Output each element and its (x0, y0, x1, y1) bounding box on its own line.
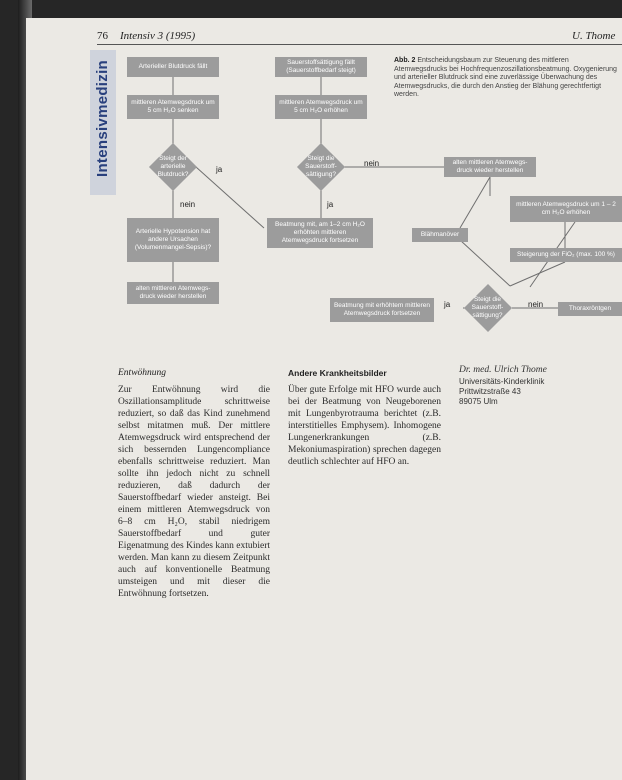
section-label: Intensivmedizin (94, 59, 111, 178)
flow-label-no: nein (364, 159, 380, 168)
flow-decision-saturation-rises-2 (463, 286, 512, 330)
caption-text: Entscheidungsbaum zur Steuerung des mittleren Atemwegsdrucks bei Hochfrequenzoszillationsbeatmung. Oxygenierung und arterieller Blutdruck sind eine zuverlässige Überwachung des Atemwegsdrucks, die durch den Anstieg der Blähung gerechtfertigt werden. (394, 57, 617, 98)
flow-box-continue-elevated: Beatmung mit erhöhtem mittleren Atemwegsdruck fortsetzen (330, 298, 434, 322)
body-text-other-diseases: Über gute Erfolge mit HFO wurde auch bei der Beatmung von Neugeborenen mit Lungenbyrotrauma berichtet (z.B. interstitielles Emphysem). Inhomogene Lungenerkrankungen (z.B. Mekoniumaspiration) sprechen dagegen deutlich schlechter auf HFO an. (288, 385, 441, 467)
flow-label-no: nein (180, 200, 196, 209)
section-heading-weaning: Entwöhnung (118, 368, 167, 378)
author-street: Prittwitzstraße 43 (459, 387, 521, 396)
author-institution: Universitäts-Kinderklinik (459, 377, 545, 386)
running-author: U. Thome (572, 30, 616, 42)
flow-box-inflation-maneuver: Blähmanöver (412, 228, 468, 242)
decision-label: Steigt die Sauerstoff-sättigung? (471, 296, 504, 319)
flow-box-lower-airway-pressure: mittleren Atemwegsdruck um 5 cm H₂O senken (127, 95, 219, 119)
flow-label-no: nein (528, 300, 544, 309)
author-name: Dr. med. Ulrich Thome (459, 365, 547, 375)
flow-box-other-causes: Arterielle Hypotension hat andere Ursachen (Volumenmangel-Sepsis)? (127, 218, 219, 262)
journal-reference: Intensiv 3 (1995) (120, 30, 196, 42)
decision-label: Steigt der arterielle Blutdruck? (157, 155, 189, 178)
author-address (459, 365, 599, 407)
figure-caption (394, 57, 622, 100)
flow-label-yes: ja (327, 200, 334, 209)
flow-decision-saturation-rises (298, 145, 344, 189)
flow-box-raise-airway-pressure: mittleren Atemwegsdruck um 5 cm H₂O erhöhen (275, 95, 367, 119)
flow-label-yes: ja (216, 165, 223, 174)
flow-box-restore-pressure-left: alten mittleren Atemwegs-druck wieder herstellen (127, 282, 219, 304)
flow-label-yes: ja (444, 300, 451, 309)
flow-box-saturation-falls: Sauerstoffsättigung fällt (Sauerstoffbedarf steigt) (275, 57, 367, 77)
author-city: 89075 Ulm (459, 397, 498, 406)
flow-box-continue-raised-pressure: Beatmung mit, am 1–2 cm H₂O erhöhten mittleren Atemwegsdruck fortsetzen (267, 218, 373, 248)
flow-box-raise-1-2: mittleren Atemwegsdruck um 1 – 2 cm H₂O erhöhen (510, 196, 622, 222)
flow-box-restore-pressure-right: alten mittleren Atemwegs-druck wieder herstellen (444, 157, 536, 177)
flow-box-increase-fio2: Steigerung der FiO₂ (max. 100 %) (510, 248, 622, 262)
page-number: 76 (97, 30, 108, 42)
flow-box-blood-pressure-falls: Arterieller Blutdruck fällt (127, 57, 219, 77)
caption-label: Abb. 2 (394, 57, 416, 64)
flow-decision-bp-rises (150, 145, 196, 189)
flow-box-chest-xray: Thoraxröntgen (558, 302, 622, 316)
header-rule (97, 44, 622, 45)
section-heading-other-diseases: Andere Krankheitsbilder (288, 368, 387, 378)
body-text-weaning: Zur Entwöhnung wird die Oszillationsamplitude schrittweise reduziert, so daß das Kind zunehmend selbst mitatmen muß. Der mittlere Atemwegsdruck wird entsprechend der sich bessernden Lungencompliance ebenfalls schrittweise reduziert. Man sollte ihn jedoch nicht zu schnell reduzieren, daß dadurch der Sauerstoffbedarf wieder ansteigt. Bei einem mittleren Atemwegsdruck von 6–8 cm H₂O, stabil niedrigem Sauerstoffbedarf und guter Eigenatmung des Kindes kann extubiert werden. Man kann zu diesem Zeitpunkt auch auf konventionelle Beatmung umsteigen und mit dieser die Entwöhnung fortsetzen. (118, 385, 270, 599)
decision-label: Steigt die Sauerstoff-sättigung? (305, 155, 337, 178)
